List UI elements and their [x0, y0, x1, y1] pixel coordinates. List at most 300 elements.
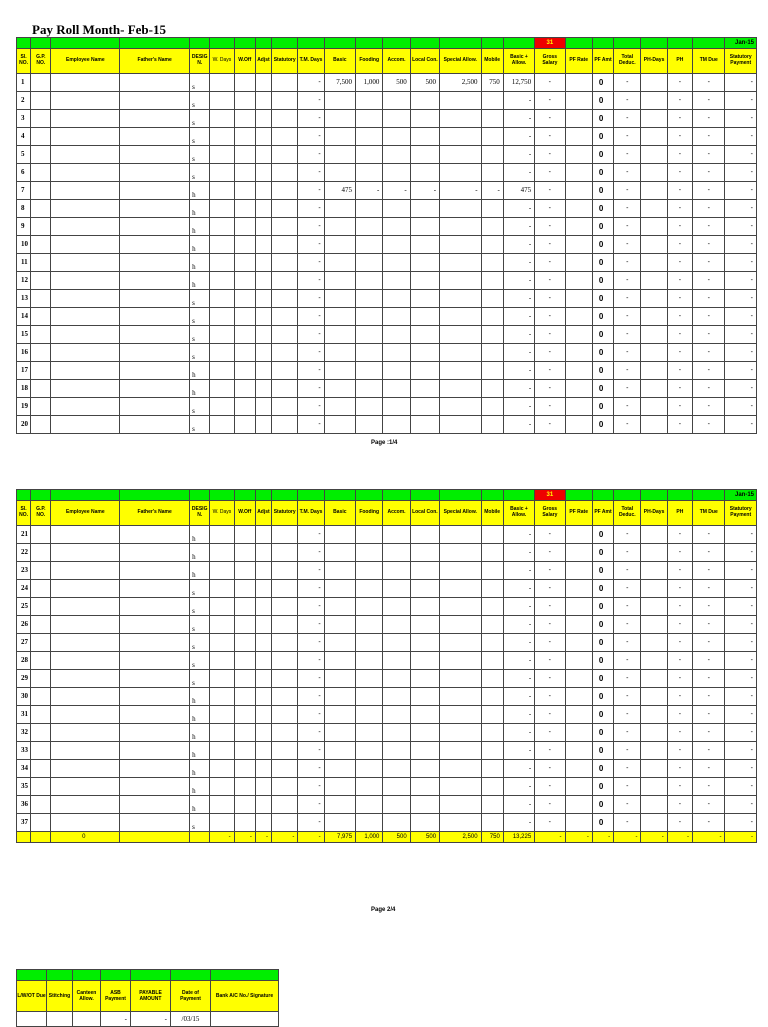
ph-cell[interactable]: -: [667, 544, 692, 562]
statutory-cell[interactable]: [272, 398, 298, 416]
mobile-cell[interactable]: -: [481, 182, 503, 200]
father-name-cell[interactable]: [120, 760, 190, 778]
tm-days-cell[interactable]: -: [298, 308, 324, 326]
accommodation-cell[interactable]: 500: [383, 74, 410, 92]
total-deduction-cell[interactable]: -: [614, 182, 641, 200]
designation-cell[interactable]: s: [190, 580, 210, 598]
statutory-payment-cell[interactable]: -: [725, 814, 757, 832]
week-off-cell[interactable]: [234, 128, 255, 146]
tm-due-cell[interactable]: -: [693, 128, 725, 146]
serial-number-cell[interactable]: 26: [17, 616, 31, 634]
serial-number-cell[interactable]: 21: [17, 526, 31, 544]
designation-cell[interactable]: s: [190, 326, 210, 344]
payment-cell[interactable]: [211, 1012, 279, 1027]
basic-plus-allowance-cell[interactable]: -: [503, 778, 534, 796]
mobile-cell[interactable]: [481, 290, 503, 308]
statutory-cell[interactable]: [272, 598, 298, 616]
father-name-cell[interactable]: [120, 146, 190, 164]
ph-days-cell[interactable]: [641, 634, 667, 652]
accommodation-cell[interactable]: [383, 344, 410, 362]
special-allowance-cell[interactable]: [440, 670, 482, 688]
gross-salary-cell[interactable]: -: [535, 254, 565, 272]
ph-cell[interactable]: -: [667, 164, 692, 182]
work-days-cell[interactable]: [210, 652, 234, 670]
gross-salary-cell[interactable]: -: [535, 362, 565, 380]
serial-number-cell[interactable]: 11: [17, 254, 31, 272]
gp-number-cell[interactable]: [31, 796, 51, 814]
special-allowance-cell[interactable]: [440, 218, 482, 236]
basic-plus-allowance-cell[interactable]: -: [503, 706, 534, 724]
tm-due-cell[interactable]: -: [693, 688, 725, 706]
gp-number-cell[interactable]: [31, 706, 51, 724]
total-deduction-cell[interactable]: -: [614, 146, 641, 164]
work-days-cell[interactable]: [210, 706, 234, 724]
pf-rate-cell[interactable]: [565, 724, 592, 742]
father-name-cell[interactable]: [120, 688, 190, 706]
serial-number-cell[interactable]: 25: [17, 598, 31, 616]
father-name-cell[interactable]: [120, 544, 190, 562]
tm-days-cell[interactable]: -: [298, 344, 324, 362]
ph-days-cell[interactable]: [641, 272, 667, 290]
payment-cell[interactable]: [17, 1012, 47, 1027]
gross-salary-cell[interactable]: -: [535, 670, 565, 688]
father-name-cell[interactable]: [120, 416, 190, 434]
ph-cell[interactable]: -: [667, 814, 692, 832]
basic-plus-allowance-cell[interactable]: -: [503, 164, 534, 182]
tm-due-cell[interactable]: -: [693, 706, 725, 724]
mobile-cell[interactable]: [481, 218, 503, 236]
gp-number-cell[interactable]: [31, 164, 51, 182]
gross-salary-cell[interactable]: -: [535, 326, 565, 344]
tm-days-cell[interactable]: -: [298, 110, 324, 128]
designation-cell[interactable]: s: [190, 308, 210, 326]
basic-plus-allowance-cell[interactable]: -: [503, 616, 534, 634]
pf-amount-cell[interactable]: 0: [592, 254, 613, 272]
week-off-cell[interactable]: [234, 308, 255, 326]
tm-days-cell[interactable]: -: [298, 164, 324, 182]
accommodation-cell[interactable]: [383, 380, 410, 398]
work-days-cell[interactable]: [210, 760, 234, 778]
father-name-cell[interactable]: [120, 742, 190, 760]
ph-days-cell[interactable]: [641, 128, 667, 146]
total-deduction-cell[interactable]: -: [614, 760, 641, 778]
father-name-cell[interactable]: [120, 290, 190, 308]
pf-amount-cell[interactable]: 0: [592, 236, 613, 254]
pf-rate-cell[interactable]: [565, 688, 592, 706]
accommodation-cell[interactable]: [383, 92, 410, 110]
serial-number-cell[interactable]: 22: [17, 544, 31, 562]
accommodation-cell[interactable]: [383, 670, 410, 688]
statutory-payment-cell[interactable]: -: [725, 778, 757, 796]
father-name-cell[interactable]: [120, 362, 190, 380]
accommodation-cell[interactable]: [383, 688, 410, 706]
employee-name-cell[interactable]: [51, 652, 120, 670]
pf-rate-cell[interactable]: [565, 146, 592, 164]
week-off-cell[interactable]: [234, 580, 255, 598]
special-allowance-cell[interactable]: [440, 580, 482, 598]
tm-days-cell[interactable]: -: [298, 416, 324, 434]
basic-plus-allowance-cell[interactable]: -: [503, 760, 534, 778]
designation-cell[interactable]: h: [190, 200, 210, 218]
basic-cell[interactable]: [324, 236, 355, 254]
local-conveyance-cell[interactable]: [410, 652, 439, 670]
statutory-payment-cell[interactable]: -: [725, 598, 757, 616]
fooding-cell[interactable]: [356, 562, 383, 580]
work-days-cell[interactable]: [210, 362, 234, 380]
employee-name-cell[interactable]: [51, 74, 120, 92]
serial-number-cell[interactable]: 14: [17, 308, 31, 326]
accommodation-cell[interactable]: [383, 128, 410, 146]
pf-rate-cell[interactable]: [565, 92, 592, 110]
serial-number-cell[interactable]: 37: [17, 814, 31, 832]
tm-days-cell[interactable]: -: [298, 652, 324, 670]
local-conveyance-cell[interactable]: [410, 146, 439, 164]
week-off-cell[interactable]: [234, 706, 255, 724]
gp-number-cell[interactable]: [31, 200, 51, 218]
mobile-cell[interactable]: [481, 580, 503, 598]
pf-amount-cell[interactable]: 0: [592, 796, 613, 814]
total-deduction-cell[interactable]: -: [614, 580, 641, 598]
statutory-cell[interactable]: [272, 760, 298, 778]
designation-cell[interactable]: h: [190, 544, 210, 562]
accommodation-cell[interactable]: [383, 398, 410, 416]
adjust-cell[interactable]: [255, 796, 271, 814]
fooding-cell[interactable]: [356, 146, 383, 164]
tm-due-cell[interactable]: -: [693, 760, 725, 778]
total-deduction-cell[interactable]: -: [614, 670, 641, 688]
designation-cell[interactable]: h: [190, 796, 210, 814]
father-name-cell[interactable]: [120, 110, 190, 128]
ph-cell[interactable]: -: [667, 706, 692, 724]
total-deduction-cell[interactable]: -: [614, 562, 641, 580]
adjust-cell[interactable]: [255, 706, 271, 724]
mobile-cell[interactable]: [481, 200, 503, 218]
statutory-cell[interactable]: [272, 526, 298, 544]
gp-number-cell[interactable]: [31, 634, 51, 652]
fooding-cell[interactable]: 1,000: [356, 74, 383, 92]
adjust-cell[interactable]: [255, 164, 271, 182]
ph-days-cell[interactable]: [641, 254, 667, 272]
basic-cell[interactable]: [324, 760, 355, 778]
ph-days-cell[interactable]: [641, 580, 667, 598]
adjust-cell[interactable]: [255, 74, 271, 92]
tm-due-cell[interactable]: -: [693, 380, 725, 398]
basic-plus-allowance-cell[interactable]: -: [503, 742, 534, 760]
father-name-cell[interactable]: [120, 706, 190, 724]
total-deduction-cell[interactable]: -: [614, 742, 641, 760]
designation-cell[interactable]: s: [190, 814, 210, 832]
pf-amount-cell[interactable]: 0: [592, 128, 613, 146]
basic-cell[interactable]: [324, 128, 355, 146]
pf-amount-cell[interactable]: 0: [592, 74, 613, 92]
local-conveyance-cell[interactable]: [410, 380, 439, 398]
total-deduction-cell[interactable]: -: [614, 598, 641, 616]
ph-cell[interactable]: -: [667, 670, 692, 688]
basic-plus-allowance-cell[interactable]: -: [503, 326, 534, 344]
employee-name-cell[interactable]: [51, 598, 120, 616]
week-off-cell[interactable]: [234, 526, 255, 544]
gp-number-cell[interactable]: [31, 526, 51, 544]
ph-days-cell[interactable]: [641, 544, 667, 562]
designation-cell[interactable]: h: [190, 272, 210, 290]
employee-name-cell[interactable]: [51, 760, 120, 778]
mobile-cell[interactable]: [481, 164, 503, 182]
statutory-payment-cell[interactable]: -: [725, 74, 757, 92]
pf-amount-cell[interactable]: 0: [592, 326, 613, 344]
total-deduction-cell[interactable]: -: [614, 344, 641, 362]
employee-name-cell[interactable]: [51, 706, 120, 724]
accommodation-cell[interactable]: [383, 796, 410, 814]
basic-plus-allowance-cell[interactable]: -: [503, 110, 534, 128]
pf-amount-cell[interactable]: 0: [592, 634, 613, 652]
total-deduction-cell[interactable]: -: [614, 416, 641, 434]
pf-amount-cell[interactable]: 0: [592, 580, 613, 598]
basic-cell[interactable]: [324, 218, 355, 236]
tm-days-cell[interactable]: -: [298, 598, 324, 616]
statutory-cell[interactable]: [272, 110, 298, 128]
special-allowance-cell[interactable]: [440, 344, 482, 362]
basic-plus-allowance-cell[interactable]: -: [503, 598, 534, 616]
fooding-cell[interactable]: [356, 236, 383, 254]
statutory-cell[interactable]: [272, 562, 298, 580]
pf-amount-cell[interactable]: 0: [592, 200, 613, 218]
statutory-payment-cell[interactable]: -: [725, 652, 757, 670]
designation-cell[interactable]: h: [190, 562, 210, 580]
tm-days-cell[interactable]: -: [298, 706, 324, 724]
father-name-cell[interactable]: [120, 272, 190, 290]
ph-cell[interactable]: -: [667, 742, 692, 760]
accommodation-cell[interactable]: [383, 236, 410, 254]
serial-number-cell[interactable]: 17: [17, 362, 31, 380]
work-days-cell[interactable]: [210, 398, 234, 416]
pf-rate-cell[interactable]: [565, 706, 592, 724]
week-off-cell[interactable]: [234, 164, 255, 182]
father-name-cell[interactable]: [120, 616, 190, 634]
gp-number-cell[interactable]: [31, 398, 51, 416]
basic-plus-allowance-cell[interactable]: -: [503, 200, 534, 218]
special-allowance-cell[interactable]: [440, 416, 482, 434]
week-off-cell[interactable]: [234, 182, 255, 200]
serial-number-cell[interactable]: 1: [17, 74, 31, 92]
work-days-cell[interactable]: [210, 598, 234, 616]
employee-name-cell[interactable]: [51, 526, 120, 544]
tm-due-cell[interactable]: -: [693, 290, 725, 308]
pf-rate-cell[interactable]: [565, 200, 592, 218]
ph-days-cell[interactable]: [641, 380, 667, 398]
tm-due-cell[interactable]: -: [693, 74, 725, 92]
gp-number-cell[interactable]: [31, 344, 51, 362]
fooding-cell[interactable]: [356, 380, 383, 398]
total-deduction-cell[interactable]: -: [614, 724, 641, 742]
special-allowance-cell[interactable]: [440, 688, 482, 706]
pf-rate-cell[interactable]: [565, 380, 592, 398]
fooding-cell[interactable]: [356, 544, 383, 562]
ph-cell[interactable]: -: [667, 308, 692, 326]
father-name-cell[interactable]: [120, 236, 190, 254]
local-conveyance-cell[interactable]: [410, 742, 439, 760]
ph-cell[interactable]: -: [667, 128, 692, 146]
statutory-payment-cell[interactable]: -: [725, 182, 757, 200]
work-days-cell[interactable]: [210, 526, 234, 544]
payment-cell[interactable]: [73, 1012, 101, 1027]
ph-days-cell[interactable]: [641, 290, 667, 308]
accommodation-cell[interactable]: [383, 272, 410, 290]
ph-cell[interactable]: -: [667, 652, 692, 670]
basic-cell[interactable]: [324, 670, 355, 688]
basic-cell[interactable]: [324, 416, 355, 434]
ph-days-cell[interactable]: [641, 326, 667, 344]
statutory-payment-cell[interactable]: -: [725, 616, 757, 634]
fooding-cell[interactable]: [356, 290, 383, 308]
special-allowance-cell[interactable]: [440, 254, 482, 272]
basic-plus-allowance-cell[interactable]: -: [503, 92, 534, 110]
tm-due-cell[interactable]: -: [693, 670, 725, 688]
tm-due-cell[interactable]: -: [693, 218, 725, 236]
gross-salary-cell[interactable]: -: [535, 308, 565, 326]
work-days-cell[interactable]: [210, 634, 234, 652]
designation-cell[interactable]: s: [190, 146, 210, 164]
tm-days-cell[interactable]: -: [298, 236, 324, 254]
pf-rate-cell[interactable]: [565, 652, 592, 670]
father-name-cell[interactable]: [120, 344, 190, 362]
week-off-cell[interactable]: [234, 634, 255, 652]
local-conveyance-cell[interactable]: [410, 616, 439, 634]
mobile-cell[interactable]: 750: [481, 74, 503, 92]
ph-days-cell[interactable]: [641, 218, 667, 236]
statutory-cell[interactable]: [272, 416, 298, 434]
fooding-cell[interactable]: [356, 526, 383, 544]
mobile-cell[interactable]: [481, 670, 503, 688]
work-days-cell[interactable]: [210, 416, 234, 434]
basic-cell[interactable]: [324, 616, 355, 634]
statutory-cell[interactable]: [272, 74, 298, 92]
work-days-cell[interactable]: [210, 182, 234, 200]
basic-cell[interactable]: [324, 272, 355, 290]
local-conveyance-cell[interactable]: [410, 398, 439, 416]
week-off-cell[interactable]: [234, 326, 255, 344]
tm-days-cell[interactable]: -: [298, 380, 324, 398]
gp-number-cell[interactable]: [31, 272, 51, 290]
accommodation-cell[interactable]: [383, 634, 410, 652]
accommodation-cell[interactable]: [383, 254, 410, 272]
ph-days-cell[interactable]: [641, 742, 667, 760]
employee-name-cell[interactable]: [51, 110, 120, 128]
basic-plus-allowance-cell[interactable]: -: [503, 128, 534, 146]
basic-cell[interactable]: [324, 742, 355, 760]
statutory-payment-cell[interactable]: -: [725, 164, 757, 182]
ph-cell[interactable]: -: [667, 200, 692, 218]
week-off-cell[interactable]: [234, 814, 255, 832]
basic-plus-allowance-cell[interactable]: -: [503, 362, 534, 380]
serial-number-cell[interactable]: 4: [17, 128, 31, 146]
work-days-cell[interactable]: [210, 580, 234, 598]
adjust-cell[interactable]: [255, 272, 271, 290]
pf-rate-cell[interactable]: [565, 164, 592, 182]
basic-plus-allowance-cell[interactable]: -: [503, 254, 534, 272]
ph-days-cell[interactable]: [641, 706, 667, 724]
pf-amount-cell[interactable]: 0: [592, 218, 613, 236]
gp-number-cell[interactable]: [31, 380, 51, 398]
special-allowance-cell[interactable]: [440, 308, 482, 326]
accommodation-cell[interactable]: [383, 526, 410, 544]
father-name-cell[interactable]: [120, 814, 190, 832]
gross-salary-cell[interactable]: -: [535, 92, 565, 110]
statutory-payment-cell[interactable]: -: [725, 236, 757, 254]
statutory-payment-cell[interactable]: -: [725, 562, 757, 580]
fooding-cell[interactable]: [356, 580, 383, 598]
mobile-cell[interactable]: [481, 128, 503, 146]
basic-plus-allowance-cell[interactable]: 475: [503, 182, 534, 200]
statutory-payment-cell[interactable]: -: [725, 398, 757, 416]
tm-due-cell[interactable]: -: [693, 398, 725, 416]
local-conveyance-cell[interactable]: [410, 778, 439, 796]
basic-cell[interactable]: [324, 778, 355, 796]
work-days-cell[interactable]: [210, 742, 234, 760]
pf-amount-cell[interactable]: 0: [592, 416, 613, 434]
statutory-payment-cell[interactable]: -: [725, 670, 757, 688]
father-name-cell[interactable]: [120, 308, 190, 326]
accommodation-cell[interactable]: [383, 562, 410, 580]
work-days-cell[interactable]: [210, 796, 234, 814]
gross-salary-cell[interactable]: -: [535, 146, 565, 164]
fooding-cell[interactable]: [356, 760, 383, 778]
gross-salary-cell[interactable]: -: [535, 598, 565, 616]
serial-number-cell[interactable]: 28: [17, 652, 31, 670]
local-conveyance-cell[interactable]: [410, 128, 439, 146]
pf-rate-cell[interactable]: [565, 616, 592, 634]
accommodation-cell[interactable]: [383, 416, 410, 434]
total-deduction-cell[interactable]: -: [614, 128, 641, 146]
tm-days-cell[interactable]: -: [298, 326, 324, 344]
mobile-cell[interactable]: [481, 544, 503, 562]
adjust-cell[interactable]: [255, 670, 271, 688]
accommodation-cell[interactable]: [383, 110, 410, 128]
employee-name-cell[interactable]: [51, 742, 120, 760]
father-name-cell[interactable]: [120, 598, 190, 616]
gp-number-cell[interactable]: [31, 688, 51, 706]
fooding-cell[interactable]: [356, 326, 383, 344]
tm-due-cell[interactable]: -: [693, 146, 725, 164]
father-name-cell[interactable]: [120, 182, 190, 200]
gp-number-cell[interactable]: [31, 416, 51, 434]
pf-rate-cell[interactable]: [565, 814, 592, 832]
employee-name-cell[interactable]: [51, 218, 120, 236]
fooding-cell[interactable]: [356, 362, 383, 380]
pf-rate-cell[interactable]: [565, 218, 592, 236]
fooding-cell[interactable]: [356, 796, 383, 814]
work-days-cell[interactable]: [210, 92, 234, 110]
tm-days-cell[interactable]: -: [298, 580, 324, 598]
adjust-cell[interactable]: [255, 814, 271, 832]
special-allowance-cell[interactable]: -: [440, 182, 482, 200]
work-days-cell[interactable]: [210, 670, 234, 688]
statutory-payment-cell[interactable]: -: [725, 742, 757, 760]
gross-salary-cell[interactable]: -: [535, 544, 565, 562]
basic-plus-allowance-cell[interactable]: -: [503, 526, 534, 544]
basic-cell[interactable]: [324, 344, 355, 362]
pf-rate-cell[interactable]: [565, 778, 592, 796]
designation-cell[interactable]: h: [190, 362, 210, 380]
pf-amount-cell[interactable]: 0: [592, 778, 613, 796]
pf-rate-cell[interactable]: [565, 398, 592, 416]
basic-plus-allowance-cell[interactable]: -: [503, 562, 534, 580]
local-conveyance-cell[interactable]: [410, 670, 439, 688]
tm-days-cell[interactable]: -: [298, 182, 324, 200]
tm-due-cell[interactable]: -: [693, 344, 725, 362]
gross-salary-cell[interactable]: -: [535, 74, 565, 92]
payment-cell[interactable]: -: [131, 1012, 171, 1027]
special-allowance-cell[interactable]: [440, 236, 482, 254]
